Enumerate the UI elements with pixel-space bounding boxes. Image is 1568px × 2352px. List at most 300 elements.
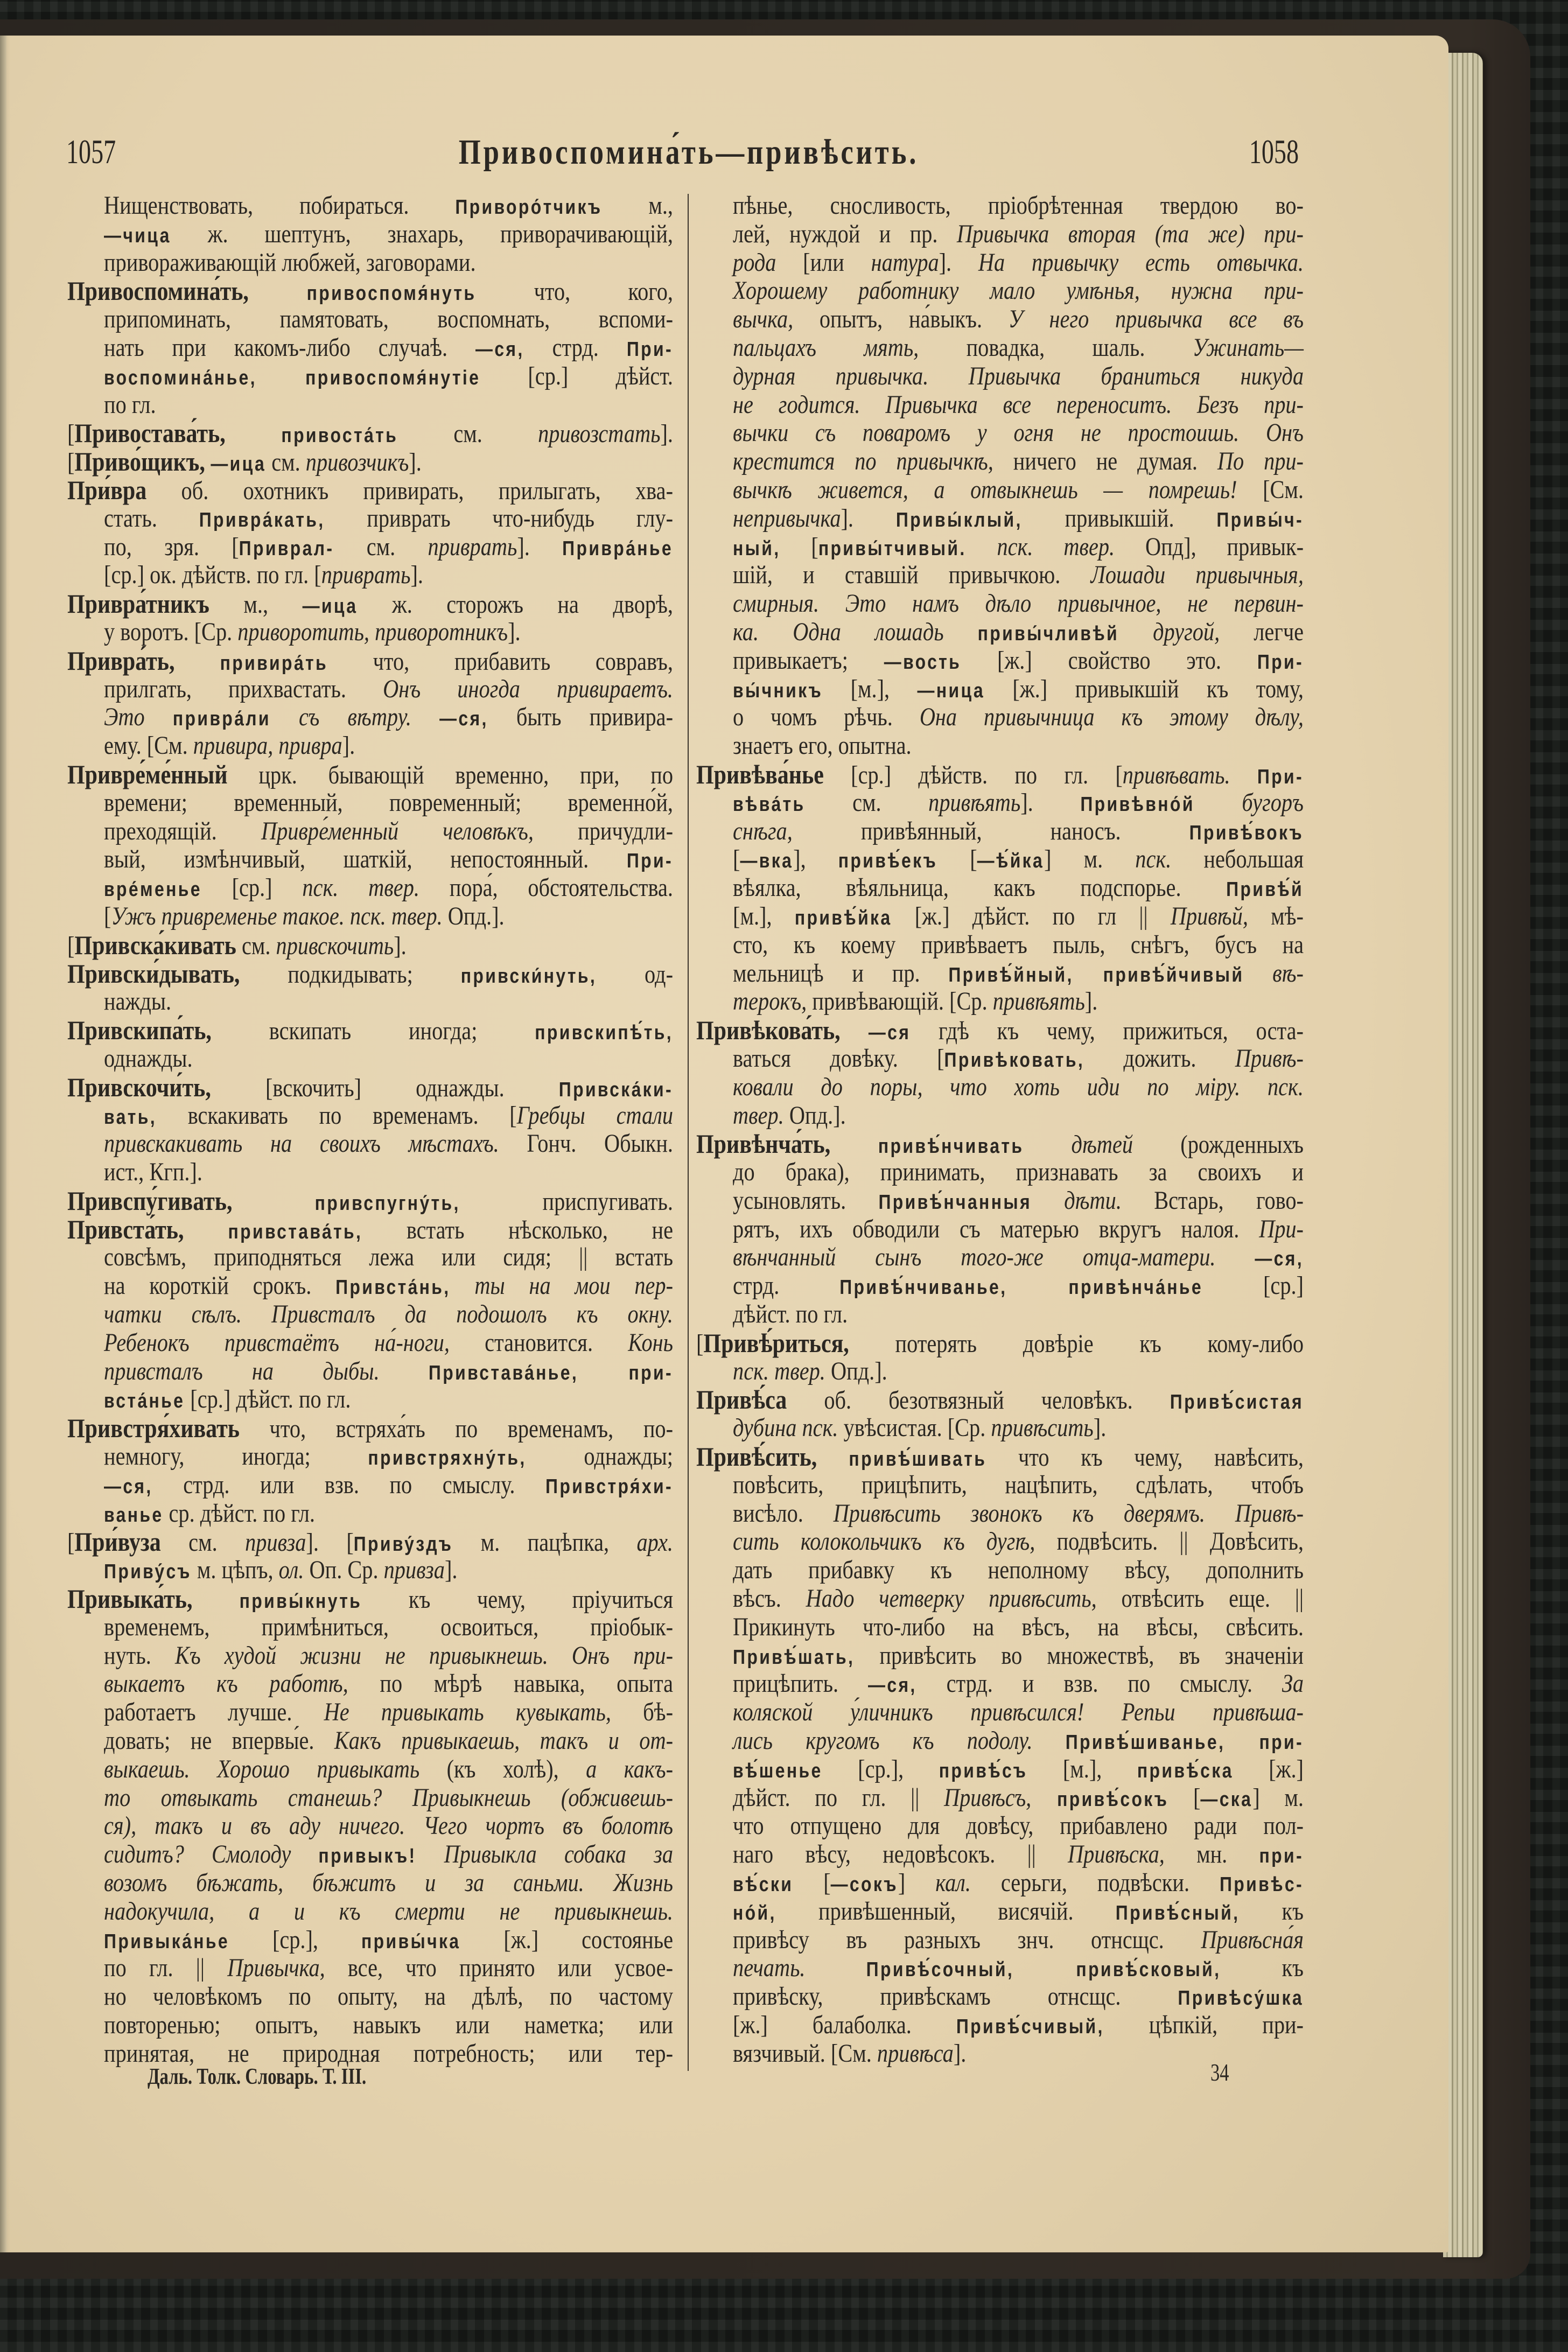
derived-word: Приву́здъ bbox=[353, 1533, 453, 1556]
definition-text: ] м. bbox=[1044, 845, 1136, 874]
definition-text: [ bbox=[696, 1329, 704, 1358]
entry-line bbox=[696, 419, 1304, 447]
italic-example: крестится по привычкѣ, bbox=[733, 447, 993, 476]
headword: Привскочи́ть, bbox=[67, 1072, 211, 1102]
definition-text: легче bbox=[1220, 617, 1304, 646]
entry-line bbox=[67, 1898, 673, 1926]
entry-line bbox=[696, 618, 1304, 647]
entry-line bbox=[696, 362, 1304, 391]
derived-word: Привѣсу́шка bbox=[1178, 1987, 1304, 2010]
definition-text: [ bbox=[780, 532, 818, 561]
definition-text: см. bbox=[398, 419, 538, 449]
definition-text: причудли- bbox=[533, 816, 673, 845]
italic-example: Она привычница къ этому дѣлу, bbox=[919, 703, 1304, 732]
derived-word: привски́нуть, bbox=[460, 964, 597, 988]
entry-line bbox=[67, 874, 673, 902]
entry-headline bbox=[696, 1130, 1304, 1158]
definition-text: серьги, подвѣски. bbox=[970, 1868, 1220, 1898]
derived-word: привы́чливѣй bbox=[977, 622, 1119, 645]
italic-example: По при- bbox=[1217, 447, 1304, 476]
definition-text: что, встряха́ть по временамъ, по- bbox=[239, 1415, 673, 1444]
italic-example: ты на мои пер- bbox=[450, 1271, 673, 1300]
definition-text: цѣпкій, при- bbox=[1104, 2011, 1304, 2039]
entry-line bbox=[67, 1556, 673, 1585]
definition-text: ]. bbox=[939, 248, 978, 277]
definition-text: что отпущено для довѣсу, прибавлено ради пол- bbox=[733, 1811, 1304, 1840]
entry-line bbox=[67, 1300, 673, 1329]
italic-example: привскакивать на своихъ мѣстахъ. bbox=[104, 1129, 499, 1158]
binding-gutter bbox=[0, 36, 6, 2252]
italic-example: Привре́менный человѣкъ, bbox=[261, 816, 534, 845]
italic-example: вычкѣ живется, а отвыкнешь — помрешь! bbox=[733, 475, 1237, 504]
derived-word: Приворо́тчикъ bbox=[455, 196, 603, 219]
italic-example: привѣса bbox=[877, 2039, 954, 2068]
entry-line bbox=[67, 1385, 673, 1414]
entry-line bbox=[67, 1670, 673, 1698]
entry-line bbox=[67, 334, 673, 362]
headword: Привѣва́нье bbox=[696, 759, 824, 789]
headword: При́вра bbox=[67, 474, 147, 505]
entry-line bbox=[696, 1357, 1304, 1386]
entry-line bbox=[67, 1869, 673, 1898]
derived-word: —ица bbox=[211, 453, 267, 476]
entry-line bbox=[67, 902, 673, 931]
definition-text: [ср.] bbox=[1203, 1271, 1304, 1300]
italic-example: ся), такъ и въ аду ничего. Чего чортъ въ болотѣ bbox=[104, 1811, 673, 1840]
italic-example: привѣсить bbox=[991, 1413, 1094, 1443]
definition-text: [ж.] балаболка. bbox=[733, 2011, 956, 2039]
definition-text: бѣ- bbox=[611, 1698, 674, 1727]
derived-word: При- bbox=[1257, 765, 1304, 788]
italic-example: чатки сѣлъ. Привсталъ да подошолъ къ окну. bbox=[104, 1300, 673, 1329]
footer-signature: Даль. Толк. Словарь. Т. III. bbox=[148, 2064, 367, 2089]
definition-text: [ж.] состоянье bbox=[460, 1925, 673, 1954]
italic-example: вѣ- bbox=[1244, 958, 1304, 988]
derived-word: —вость bbox=[884, 650, 962, 674]
definition-text: рятъ, ихъ обводили съ матерью вкругъ налоя. bbox=[733, 1214, 1259, 1243]
definition-text: [ж.] свойство это. bbox=[961, 646, 1257, 675]
entry-line bbox=[696, 1784, 1304, 1812]
derived-word: вы́чникъ bbox=[733, 679, 823, 702]
derived-word: привы́кнуть bbox=[239, 1590, 362, 1613]
definition-text: Опд.]. bbox=[825, 1356, 887, 1385]
entry-line bbox=[67, 988, 673, 1016]
definition-text: Опд.]. bbox=[442, 901, 505, 930]
derived-word: Привѣ́счивый, bbox=[956, 2015, 1104, 2038]
entry-headline bbox=[67, 1016, 673, 1045]
italic-example: Ребенокъ привстаётъ на́-ноги, bbox=[104, 1328, 450, 1357]
definition-text: приврать что-нибудь глу- bbox=[325, 503, 673, 533]
definition-text: что, кого, bbox=[476, 277, 673, 306]
italic-example: непривычка bbox=[733, 503, 841, 533]
definition-text: что, прибавить совравъ, bbox=[327, 647, 673, 676]
definition-text: шій, и ставшій привычкою. bbox=[733, 561, 1091, 590]
entry-line bbox=[696, 732, 1304, 760]
entry-line bbox=[67, 2011, 673, 2040]
entry-line bbox=[67, 505, 673, 533]
entry-line bbox=[696, 476, 1304, 505]
definition-text: ж. шептунъ, знахарь, приворачивающій, bbox=[171, 219, 673, 248]
definition-text: [ж.] bbox=[1233, 1754, 1304, 1783]
derived-word: —ска bbox=[1200, 1788, 1253, 1811]
derived-word: Привѣковать, bbox=[944, 1048, 1085, 1072]
derived-word: —ся bbox=[868, 1021, 911, 1045]
definition-text: Прикинуть что-либо на вѣсъ, на вѣсы, свѣсить. bbox=[733, 1612, 1304, 1641]
definition-text: ]. bbox=[1093, 1413, 1107, 1443]
entry-headline bbox=[67, 1528, 673, 1556]
entry-line bbox=[696, 505, 1304, 533]
derived-word: Привы́ч- bbox=[1216, 508, 1304, 531]
definition-text: Опд.]. bbox=[783, 1101, 846, 1130]
definition-text: м., bbox=[209, 590, 303, 619]
definition-text: мн. bbox=[1164, 1840, 1259, 1869]
entry-headline bbox=[67, 960, 673, 988]
derived-word: Привѣ́нчанныя bbox=[878, 1191, 1032, 1214]
italic-example: рода bbox=[733, 248, 776, 277]
derived-word: Привѣ́нчиванье, привѣнча́нье bbox=[839, 1276, 1203, 1299]
definition-text: [м.], bbox=[1027, 1754, 1137, 1783]
entry-line bbox=[696, 220, 1304, 249]
definition-text: на короткій срокъ. bbox=[104, 1271, 336, 1300]
definition-text: [ bbox=[733, 845, 740, 874]
entry-headline bbox=[67, 931, 673, 960]
definition-text: повадка, шаль. bbox=[919, 333, 1193, 362]
entry-line bbox=[696, 1613, 1304, 1642]
definition-text: [ср.], bbox=[822, 1754, 939, 1783]
italic-example: На привычку есть отвычка. bbox=[978, 248, 1304, 277]
definition-text: ж. сторожъ на дворѣ, bbox=[358, 590, 674, 619]
entry-line bbox=[696, 1073, 1304, 1102]
definition-text: до брака), принимать, признавать за своихъ и bbox=[733, 1158, 1304, 1187]
derived-word: —ся, bbox=[104, 1475, 153, 1498]
entry-headline bbox=[67, 476, 673, 505]
derived-word: привѣ́нчивать bbox=[878, 1135, 1024, 1158]
definition-text: ]. bbox=[841, 503, 896, 533]
definition-text: м., bbox=[602, 191, 674, 220]
definition-text: привѣшенный, висячій. bbox=[776, 1896, 1116, 1926]
entry-line bbox=[67, 618, 673, 647]
definition-text: усыновлять. bbox=[733, 1186, 879, 1215]
entry-line bbox=[696, 391, 1304, 419]
italic-example: коляской у́личникъ привѣсился! Репьи привѣша- bbox=[733, 1698, 1304, 1727]
derived-word: вре́менье bbox=[104, 878, 202, 901]
italic-example: пск. твер. bbox=[733, 1356, 825, 1385]
definition-text: ], bbox=[793, 845, 838, 874]
derived-word: —вка bbox=[740, 850, 794, 873]
entry-line bbox=[696, 988, 1304, 1016]
definition-text: [См. bbox=[1237, 475, 1304, 504]
italic-example: За bbox=[1282, 1669, 1304, 1698]
definition-text: од- bbox=[597, 960, 673, 989]
entry-line bbox=[696, 277, 1304, 305]
definition-text: [вскочить] однажды. bbox=[211, 1073, 559, 1102]
entry-headline bbox=[67, 447, 673, 476]
definition-text: [ср.] дѣйст. по гл. bbox=[185, 1385, 351, 1414]
column-right bbox=[696, 192, 1304, 2068]
entry-line bbox=[696, 1187, 1304, 1215]
definition-text: къ чему, пріучиться bbox=[362, 1585, 673, 1614]
italic-example: привозстать bbox=[538, 419, 661, 449]
derived-word: привѣ́ска bbox=[1137, 1759, 1234, 1782]
italic-example: Привѣска, bbox=[1068, 1840, 1165, 1869]
italic-example: вычка, bbox=[733, 305, 794, 334]
definition-text: об. безотвязный человѣкъ. bbox=[787, 1386, 1170, 1415]
derived-word: привѣ́йка bbox=[794, 906, 892, 929]
definition-text: ]. bbox=[953, 2039, 967, 2068]
entry-line bbox=[67, 789, 673, 817]
page-number-right: 1058 bbox=[1249, 132, 1299, 171]
derived-word: привира́ть bbox=[220, 652, 328, 675]
definition-text: см. bbox=[334, 532, 428, 561]
headword: Привѣкова́ть, bbox=[696, 1015, 869, 1046]
definition-text: м. цѣпъ, bbox=[191, 1556, 279, 1585]
entry-headline bbox=[696, 1016, 1304, 1045]
definition-text: ]. bbox=[409, 448, 422, 477]
entry-line bbox=[696, 334, 1304, 362]
definition-text: [м.], bbox=[823, 674, 918, 703]
definition-text: [ bbox=[67, 448, 75, 477]
headword: Привѣ́сить, bbox=[696, 1441, 849, 1472]
definition-text: ]. [ bbox=[306, 1528, 354, 1557]
derived-word: вѣ́ски bbox=[733, 1873, 794, 1896]
definition-text: привѣсить во множествѣ, въ значеніи bbox=[855, 1641, 1304, 1670]
definition-text: привыкшій. bbox=[1022, 503, 1217, 533]
derived-word: при- bbox=[1259, 1845, 1304, 1868]
entry-line bbox=[67, 561, 673, 590]
definition-text: [ bbox=[1168, 1783, 1201, 1812]
definition-text: принятая, не природная потребность; или тер- bbox=[104, 2039, 673, 2068]
definition-text: см. bbox=[805, 788, 929, 817]
definition-text: ср. дѣйст. по гл. bbox=[163, 1499, 315, 1528]
definition-text: пора́, обстоятельства. bbox=[419, 873, 674, 902]
headword: При́вуза bbox=[74, 1527, 161, 1557]
definition-text: [или bbox=[776, 248, 871, 277]
definition-text: ]. bbox=[660, 419, 673, 449]
definition-text: ]. bbox=[342, 731, 355, 760]
entry-line bbox=[696, 647, 1304, 675]
italic-example: дубина пск. bbox=[733, 1413, 838, 1443]
definition-text: все, что принято или усвое- bbox=[325, 1954, 674, 1983]
definition-text: црк. бывающій временно, при, по bbox=[227, 760, 673, 789]
definition-text: прицѣпить. bbox=[733, 1669, 869, 1698]
italic-example: привѣять bbox=[928, 788, 1021, 817]
definition-text: но человѣкомъ по опыту, на дѣлѣ, по частому bbox=[104, 1982, 673, 2011]
italic-example: кал. bbox=[935, 1868, 971, 1898]
italic-example: Это bbox=[104, 703, 173, 732]
entry-line bbox=[696, 1840, 1304, 1869]
italic-example: выкаешь. Хорошо привыкать bbox=[104, 1754, 420, 1783]
definition-text: временемъ, примѣниться, освоиться, пріобык- bbox=[104, 1612, 673, 1641]
headword: Приво́щикъ, bbox=[74, 446, 211, 477]
entry-line bbox=[67, 675, 673, 704]
definition-text: ничего не думая. bbox=[993, 447, 1217, 476]
derived-word: —ся, bbox=[475, 338, 524, 361]
italic-example: ка. Одна лошадь bbox=[733, 617, 978, 646]
entry-line bbox=[67, 391, 673, 419]
entry-headline bbox=[67, 277, 673, 305]
entry-line bbox=[696, 1585, 1304, 1613]
entry-line bbox=[696, 1954, 1304, 1983]
entry-line bbox=[67, 1983, 673, 2011]
italic-example: Лошади привычныя, bbox=[1090, 561, 1304, 590]
page-number-left: 1057 bbox=[66, 132, 116, 171]
definition-text: стрд. bbox=[733, 1271, 840, 1300]
entry-line bbox=[696, 1243, 1304, 1272]
italic-example: вычки съ поваромъ у огня не простоишь. Онъ bbox=[733, 418, 1304, 447]
entry-line bbox=[67, 192, 673, 220]
definition-text: потерять довѣріе къ кому-либо bbox=[849, 1329, 1304, 1358]
definition-text: ]. bbox=[517, 532, 563, 561]
definition-text: Встарь, гово- bbox=[1121, 1186, 1304, 1215]
entry-line bbox=[696, 703, 1304, 732]
italic-example: возомъ бѣжать, бѣжитъ и за саньми. Жизнь bbox=[104, 1868, 673, 1898]
italic-example: У него привычка все въ bbox=[1008, 305, 1304, 334]
italic-example: Ужинать— bbox=[1192, 333, 1304, 362]
italic-example: Ужъ привременье такое. пск. твер. bbox=[111, 901, 443, 930]
definition-text: Гонч. Обыкн. bbox=[499, 1129, 673, 1158]
definition-text: вскипать иногда; bbox=[211, 1017, 535, 1046]
definition-text: совсѣмъ, приподняться лежа или сидя; || встать bbox=[104, 1243, 673, 1272]
entry-line bbox=[67, 2040, 673, 2068]
derived-word: вѣва́ть bbox=[733, 793, 806, 816]
derived-word: —ица bbox=[302, 595, 358, 618]
italic-example: Надо четверку привѣсить, bbox=[806, 1584, 1097, 1613]
definition-text: вѣсъ. bbox=[733, 1584, 806, 1613]
derived-word: Привѣ́йный, привѣ́йчивый bbox=[948, 963, 1244, 986]
entry-headline bbox=[67, 590, 673, 618]
entry-line bbox=[67, 1954, 673, 1983]
definition-text: повѣсить, прицѣпить, нацѣпить, сдѣлать, чтобъ bbox=[733, 1470, 1304, 1499]
entry-line bbox=[67, 220, 673, 249]
definition-text: [ср.] дѣйст. bbox=[480, 361, 674, 390]
definition-text: стрд. bbox=[524, 333, 627, 362]
derived-word: При- bbox=[1257, 650, 1304, 674]
definition-text: пѣнье, сносливость, пріобрѣтенная твердою во- bbox=[733, 191, 1304, 220]
definition-text: прилгать, прихвастать. bbox=[104, 674, 383, 703]
italic-example: Привѣсна́я bbox=[1201, 1925, 1304, 1954]
definition-text: ваться довѣку. [ bbox=[733, 1044, 944, 1073]
italic-example: печать. bbox=[733, 1954, 866, 1983]
definition-text: мельницѣ и пр. bbox=[733, 958, 949, 988]
definition-text: ] м. bbox=[1252, 1783, 1304, 1812]
headword: Привоспомина́ть, bbox=[67, 276, 307, 306]
italic-example: привира, привра bbox=[193, 731, 342, 760]
italic-example: терокъ, bbox=[733, 987, 807, 1016]
entry-line bbox=[696, 675, 1304, 704]
definition-text: ]. bbox=[1084, 987, 1098, 1016]
derived-word: Привѣ́шать, bbox=[733, 1646, 855, 1669]
definition-text: стрд. и взв. по смыслу. bbox=[916, 1669, 1282, 1698]
derived-word: привѣ́шивать bbox=[849, 1448, 987, 1471]
italic-example: пск. твер. bbox=[302, 873, 419, 902]
italic-example: привсталъ на дыбы. bbox=[104, 1356, 429, 1385]
entry-line bbox=[696, 1670, 1304, 1698]
derived-word: —ся, bbox=[868, 1674, 917, 1697]
definition-text: см. bbox=[236, 931, 276, 960]
definition-text: о чомъ рѣчь. bbox=[733, 703, 920, 732]
page-stack-edges bbox=[1443, 53, 1483, 2257]
definition-text: довать; не впервы́е. bbox=[104, 1726, 334, 1755]
derived-word: Привѣвно́й bbox=[1080, 793, 1195, 816]
definition-text: преходящій. bbox=[104, 816, 261, 845]
entry-line bbox=[67, 249, 673, 277]
entry-line bbox=[67, 1045, 673, 1073]
definition-text: [ bbox=[67, 1528, 75, 1557]
derived-word: —ся, bbox=[439, 708, 488, 731]
derived-word: воспомина́нье, привоспомя́нутіе bbox=[104, 366, 481, 389]
derived-word: привѣ́екъ bbox=[838, 850, 938, 873]
definition-text: у воротъ. [Ср. bbox=[104, 617, 238, 646]
entry-line bbox=[696, 1414, 1304, 1443]
definition-text: [м.], bbox=[733, 901, 795, 930]
entry-line bbox=[67, 1102, 673, 1130]
italic-example: сить колокольчикъ къ дугѣ, bbox=[733, 1527, 1035, 1556]
derived-word: При- bbox=[626, 338, 673, 361]
entry-line bbox=[67, 1698, 673, 1727]
italic-example: приврать bbox=[428, 532, 517, 561]
italic-example: а какъ- bbox=[586, 1754, 674, 1783]
entry-line bbox=[696, 533, 1304, 562]
entry-headline bbox=[696, 760, 1304, 789]
entry-line bbox=[67, 1812, 673, 1840]
entry-line bbox=[67, 845, 673, 874]
entry-line bbox=[696, 1158, 1304, 1187]
definition-text: [ср.] дѣйств. по гл. [ bbox=[823, 760, 1123, 789]
definition-text: лей, нуждой и пр. bbox=[733, 219, 957, 248]
column-divider bbox=[688, 194, 689, 2071]
italic-example: твер. bbox=[733, 1101, 784, 1130]
headword: Привра́ть, bbox=[67, 645, 220, 676]
definition-text: что къ чему, навѣсить, bbox=[986, 1443, 1304, 1472]
entry-line bbox=[67, 1784, 673, 1812]
derived-word: Приврал- bbox=[239, 537, 334, 560]
definition-text: привѣсу въ разныхъ знч. отнсщс. bbox=[733, 1925, 1201, 1954]
definition-text: см. bbox=[266, 448, 306, 477]
headword: Привста́ть, bbox=[67, 1214, 228, 1244]
italic-example: Какъ привыкаешь, такъ и от- bbox=[334, 1726, 673, 1755]
derived-word: —ница bbox=[917, 679, 985, 702]
derived-word: —ѣ́йка bbox=[977, 850, 1045, 873]
derived-word: привстава́ть, bbox=[228, 1220, 363, 1243]
entry-line bbox=[696, 1812, 1304, 1840]
derived-word: привскипѣ́ть, bbox=[535, 1021, 673, 1045]
derived-word: —сокъ bbox=[830, 1873, 898, 1896]
entry-line bbox=[696, 1102, 1304, 1130]
definition-text: къ bbox=[1221, 1954, 1304, 1983]
definition-text: повторенью; опытъ, навыкъ или наметка; или bbox=[104, 2011, 673, 2039]
entry-line bbox=[67, 1243, 673, 1272]
definition-text: однажды; bbox=[526, 1442, 674, 1471]
definition-text: немногу, иногда; bbox=[104, 1442, 368, 1471]
column-left bbox=[67, 192, 673, 2068]
headword: Привѣнча́ть, bbox=[696, 1129, 878, 1159]
italic-example: надокучила, а и къ смерти не привыкнешь. bbox=[104, 1896, 673, 1926]
derived-word: привыкъ! bbox=[318, 1845, 417, 1868]
headword: Привра́тникъ bbox=[67, 589, 209, 619]
entry-line bbox=[67, 1357, 673, 1386]
italic-example: Конь bbox=[628, 1328, 673, 1357]
italic-example: Привѣ- bbox=[1235, 1044, 1304, 1073]
definition-text: см. bbox=[160, 1528, 246, 1557]
entry-line bbox=[67, 533, 673, 562]
headword: Привскипа́ть, bbox=[67, 1015, 212, 1046]
derived-word: Привстава́нье, при- bbox=[428, 1361, 673, 1384]
italic-example: ол. bbox=[278, 1556, 304, 1585]
entry-line bbox=[67, 817, 673, 846]
entry-line bbox=[696, 931, 1304, 960]
entry-line bbox=[696, 1528, 1304, 1556]
entry-line bbox=[696, 845, 1304, 874]
